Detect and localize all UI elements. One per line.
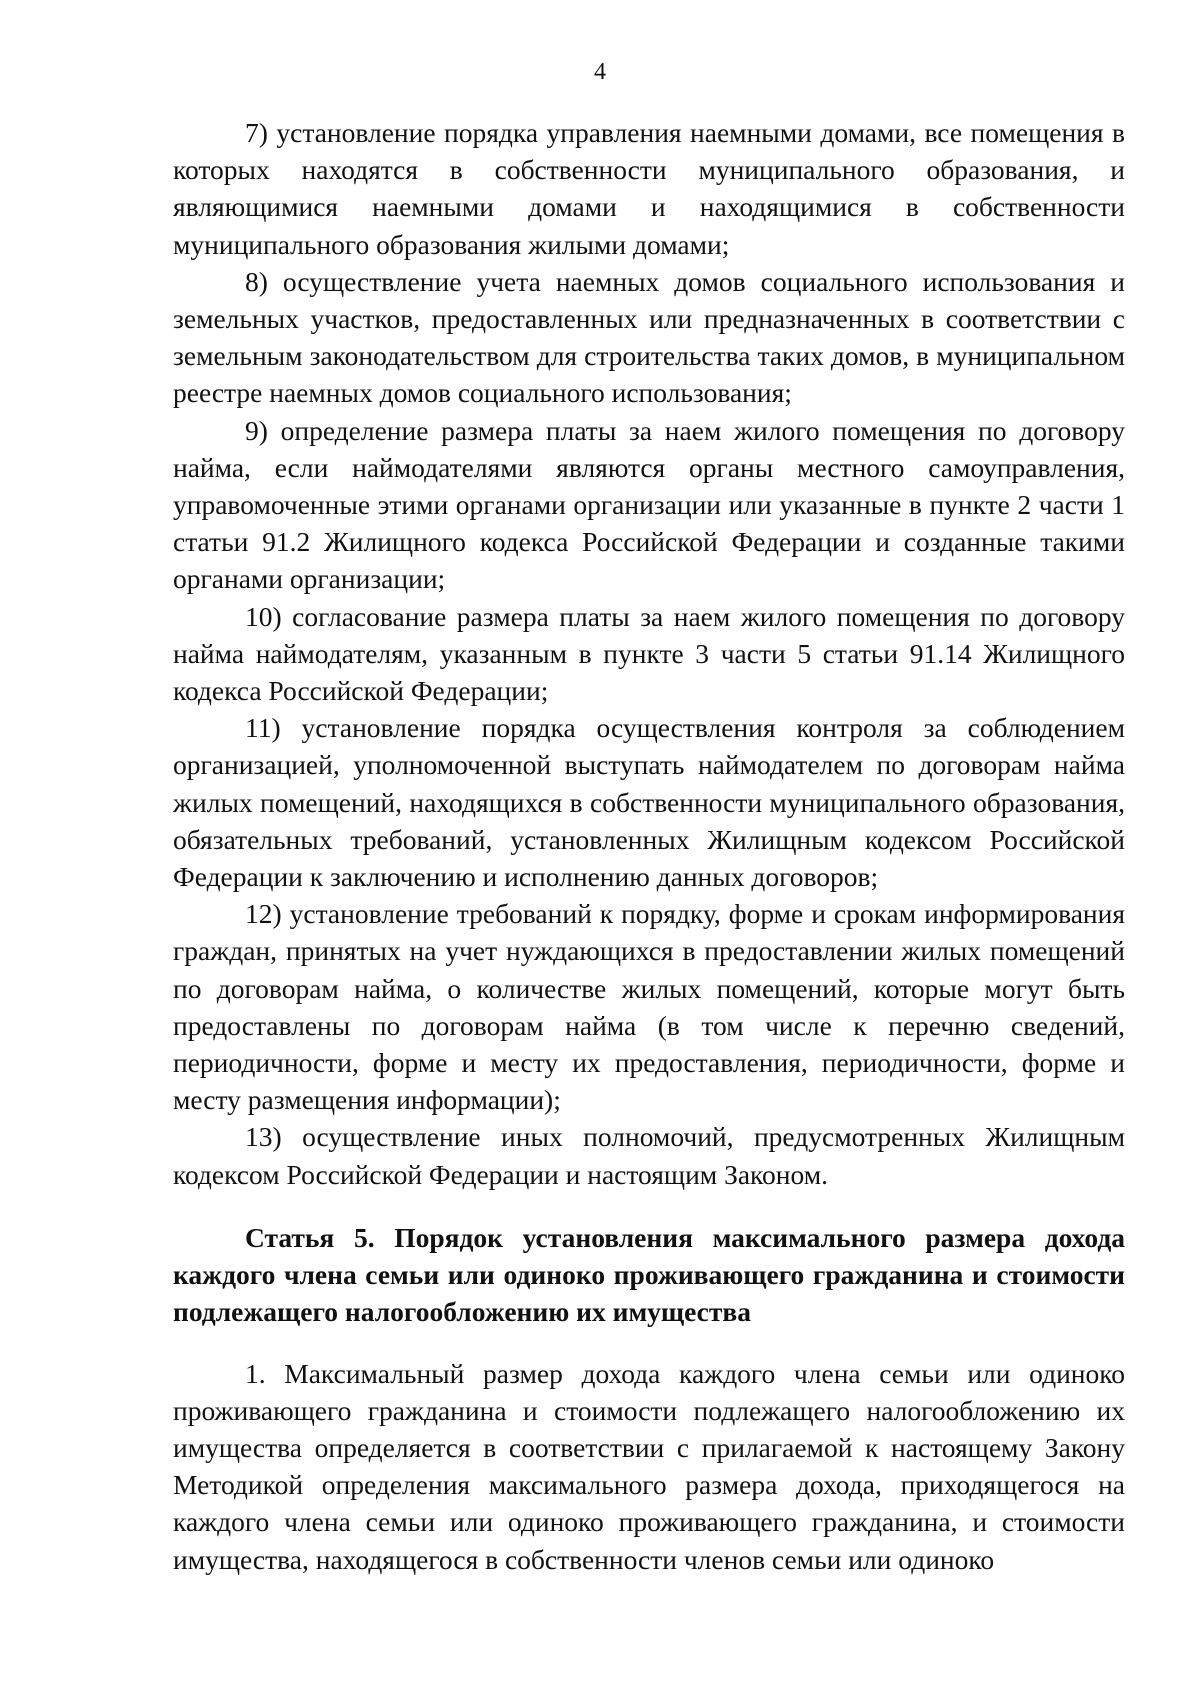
document-body — [173, 114, 1125, 1578]
article-heading: Статья 5. Порядок установления максимального размера дохода каждого члена семьи или одиноко проживающего гражданина и стоимости подлежащего налогообложению их имущества — [173, 1221, 1125, 1328]
list-item-13: 13) осуществление иных полномочий, предусмотренных Жилищным кодексом Российской Федерации и настоящим Законом. — [173, 1121, 1125, 1190]
article-paragraph-1: 1. Максимальный размер дохода каждого члена семьи или одиноко проживающего гражданина и стоимости подлежащего налогообложению их имущества определяется в соответствии с прилагаемой к настоящему Закону Методикой определения максимального размера дохода, приходящегося на каждого члена семьи или одиноко проживающего гражданина, и стоимости имущества, находящегося в собственности членов семьи или одиноко — [173, 1357, 1125, 1575]
list-item-9: 9) определение размера платы за наем жилого помещения по договору найма, если наймодателями являются органы местного самоуправления, управомоченные этими органами организации или указанные в пункте 2 части 1 статьи 91.2 Жилищного кодекса Российской Федерации и созданные такими органами организации; — [173, 414, 1125, 595]
list-item-11: 11) установление порядка осуществления контроля за соблюдением организацией, уполномоченной выступать наймодателем по договорам найма жилых помещений, находящихся в собственности муниципального образования, обязательных требований, установленных Жилищным кодексом Российской Федерации к заключению и исполнению данных договоров; — [173, 712, 1125, 893]
page-number: 4 — [594, 59, 606, 85]
list-item-10: 10) согласование размера платы за наем жилого помещения по договору найма наймодателям, указанным в пункте 3 части 5 статьи 91.14 Жилищного кодекса Российской Федерации; — [173, 600, 1125, 707]
list-item-8: 8) осуществление учета наемных домов социального использования и земельных участков, предоставленных или предназначенных в соответствии с земельным законодательством для строительства таких домов, в муниципальном реестре наемных домов социального использования; — [173, 265, 1125, 409]
list-item-7: 7) установление порядка управления наемными домами, все помещения в которых находятся в собственности муниципального образования, и являющимися наемными домами и находящимися в собственности муниципального образования жилыми домами; — [173, 117, 1125, 260]
list-item-12: 12) установление требований к порядку, форме и срокам информирования граждан, принятых на учет нуждающихся в предоставлении жилых помещений по договорам найма, о количестве жилых помещений, которые могут быть предоставлены по договорам найма (в том числе к перечню сведений, периодичности, форме и месту их предоставления, периодичности, форме и месту размещения информации); — [173, 898, 1125, 1116]
